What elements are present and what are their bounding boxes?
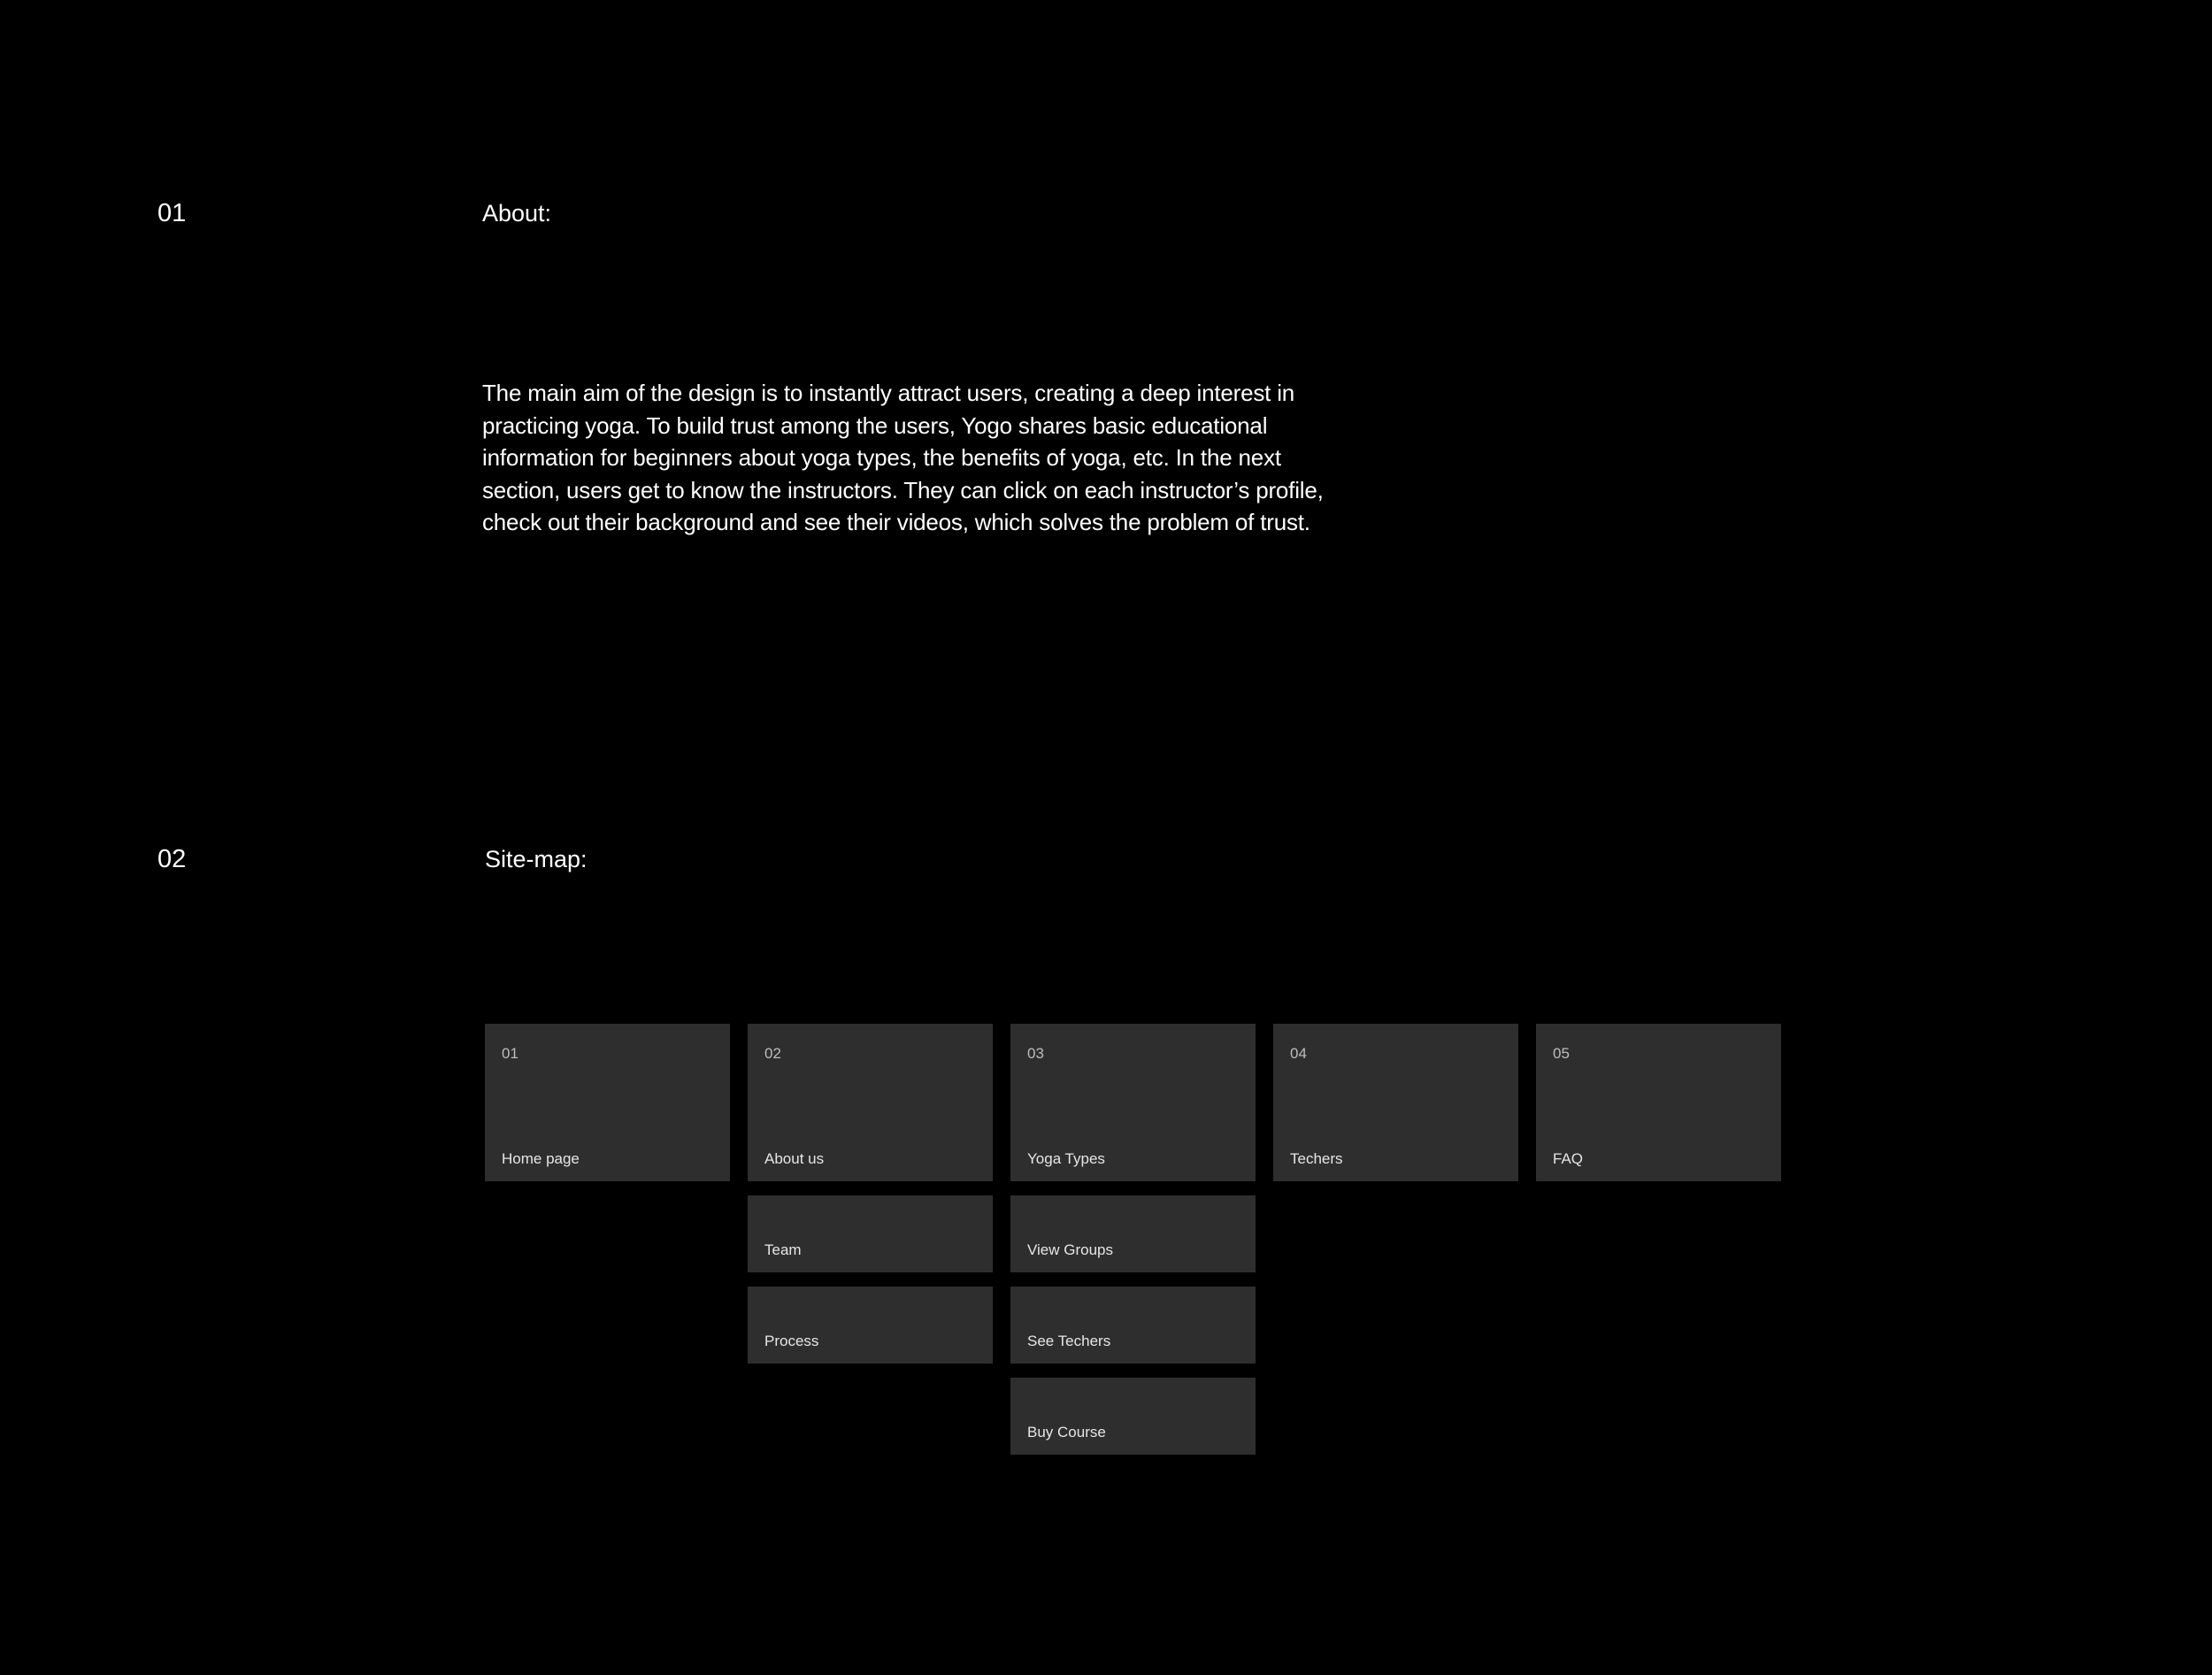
about-line: section, users get to know the instructors. They can click on each instructor’s profile, bbox=[482, 476, 1324, 503]
card-label: Home page bbox=[502, 1150, 580, 1167]
sitemap-card-yoga-types[interactable] bbox=[1010, 1024, 1256, 1181]
card-number: 01 bbox=[502, 1045, 518, 1062]
sitemap-card-techers[interactable] bbox=[1273, 1024, 1518, 1181]
sitemap-card-about-us[interactable] bbox=[748, 1024, 993, 1181]
card-number: 04 bbox=[1290, 1045, 1307, 1062]
card-number: 02 bbox=[764, 1045, 781, 1062]
sitemap-subcard-view-groups[interactable] bbox=[1010, 1195, 1256, 1272]
card-number: 03 bbox=[1027, 1045, 1044, 1062]
sitemap-card-faq[interactable] bbox=[1536, 1024, 1781, 1181]
card-label: About us bbox=[764, 1150, 825, 1167]
section-title: Site-map: bbox=[485, 846, 588, 872]
card-label: See Techers bbox=[1027, 1333, 1111, 1349]
sitemap-subcard-team[interactable] bbox=[748, 1195, 993, 1272]
section-number: 01 bbox=[157, 199, 187, 227]
section-title: About: bbox=[482, 200, 552, 227]
card-number: 05 bbox=[1553, 1045, 1570, 1062]
card-label: Process bbox=[764, 1333, 819, 1349]
card-label: Yoga Types bbox=[1027, 1150, 1105, 1167]
card-label: View Groups bbox=[1027, 1241, 1114, 1258]
sitemap-subcard-process[interactable] bbox=[748, 1287, 993, 1364]
card-label: Team bbox=[764, 1241, 802, 1258]
about-line: information for beginners about yoga types, the benefits of yoga, etc. In the next bbox=[482, 444, 1281, 471]
sitemap-subcard-buy-course[interactable] bbox=[1010, 1378, 1256, 1455]
sitemap-grid bbox=[485, 1024, 1780, 1456]
about-paragraph bbox=[482, 377, 1385, 539]
section-number: 02 bbox=[157, 845, 187, 873]
about-line: The main aim of the design is to instantly attract users, creating a deep interest in bbox=[482, 380, 1295, 406]
about-line: check out their background and see their videos, which solves the problem of trust. bbox=[482, 509, 1310, 535]
card-label: Techers bbox=[1290, 1150, 1343, 1167]
about-line: practicing yoga. To build trust among the users, Yogo shares basic educational bbox=[482, 411, 1268, 439]
sitemap-subcard-see-techers[interactable] bbox=[1010, 1287, 1256, 1364]
card-label: FAQ bbox=[1553, 1150, 1584, 1167]
sitemap-card-home-page[interactable] bbox=[485, 1024, 730, 1181]
card-label: Buy Course bbox=[1027, 1424, 1106, 1441]
